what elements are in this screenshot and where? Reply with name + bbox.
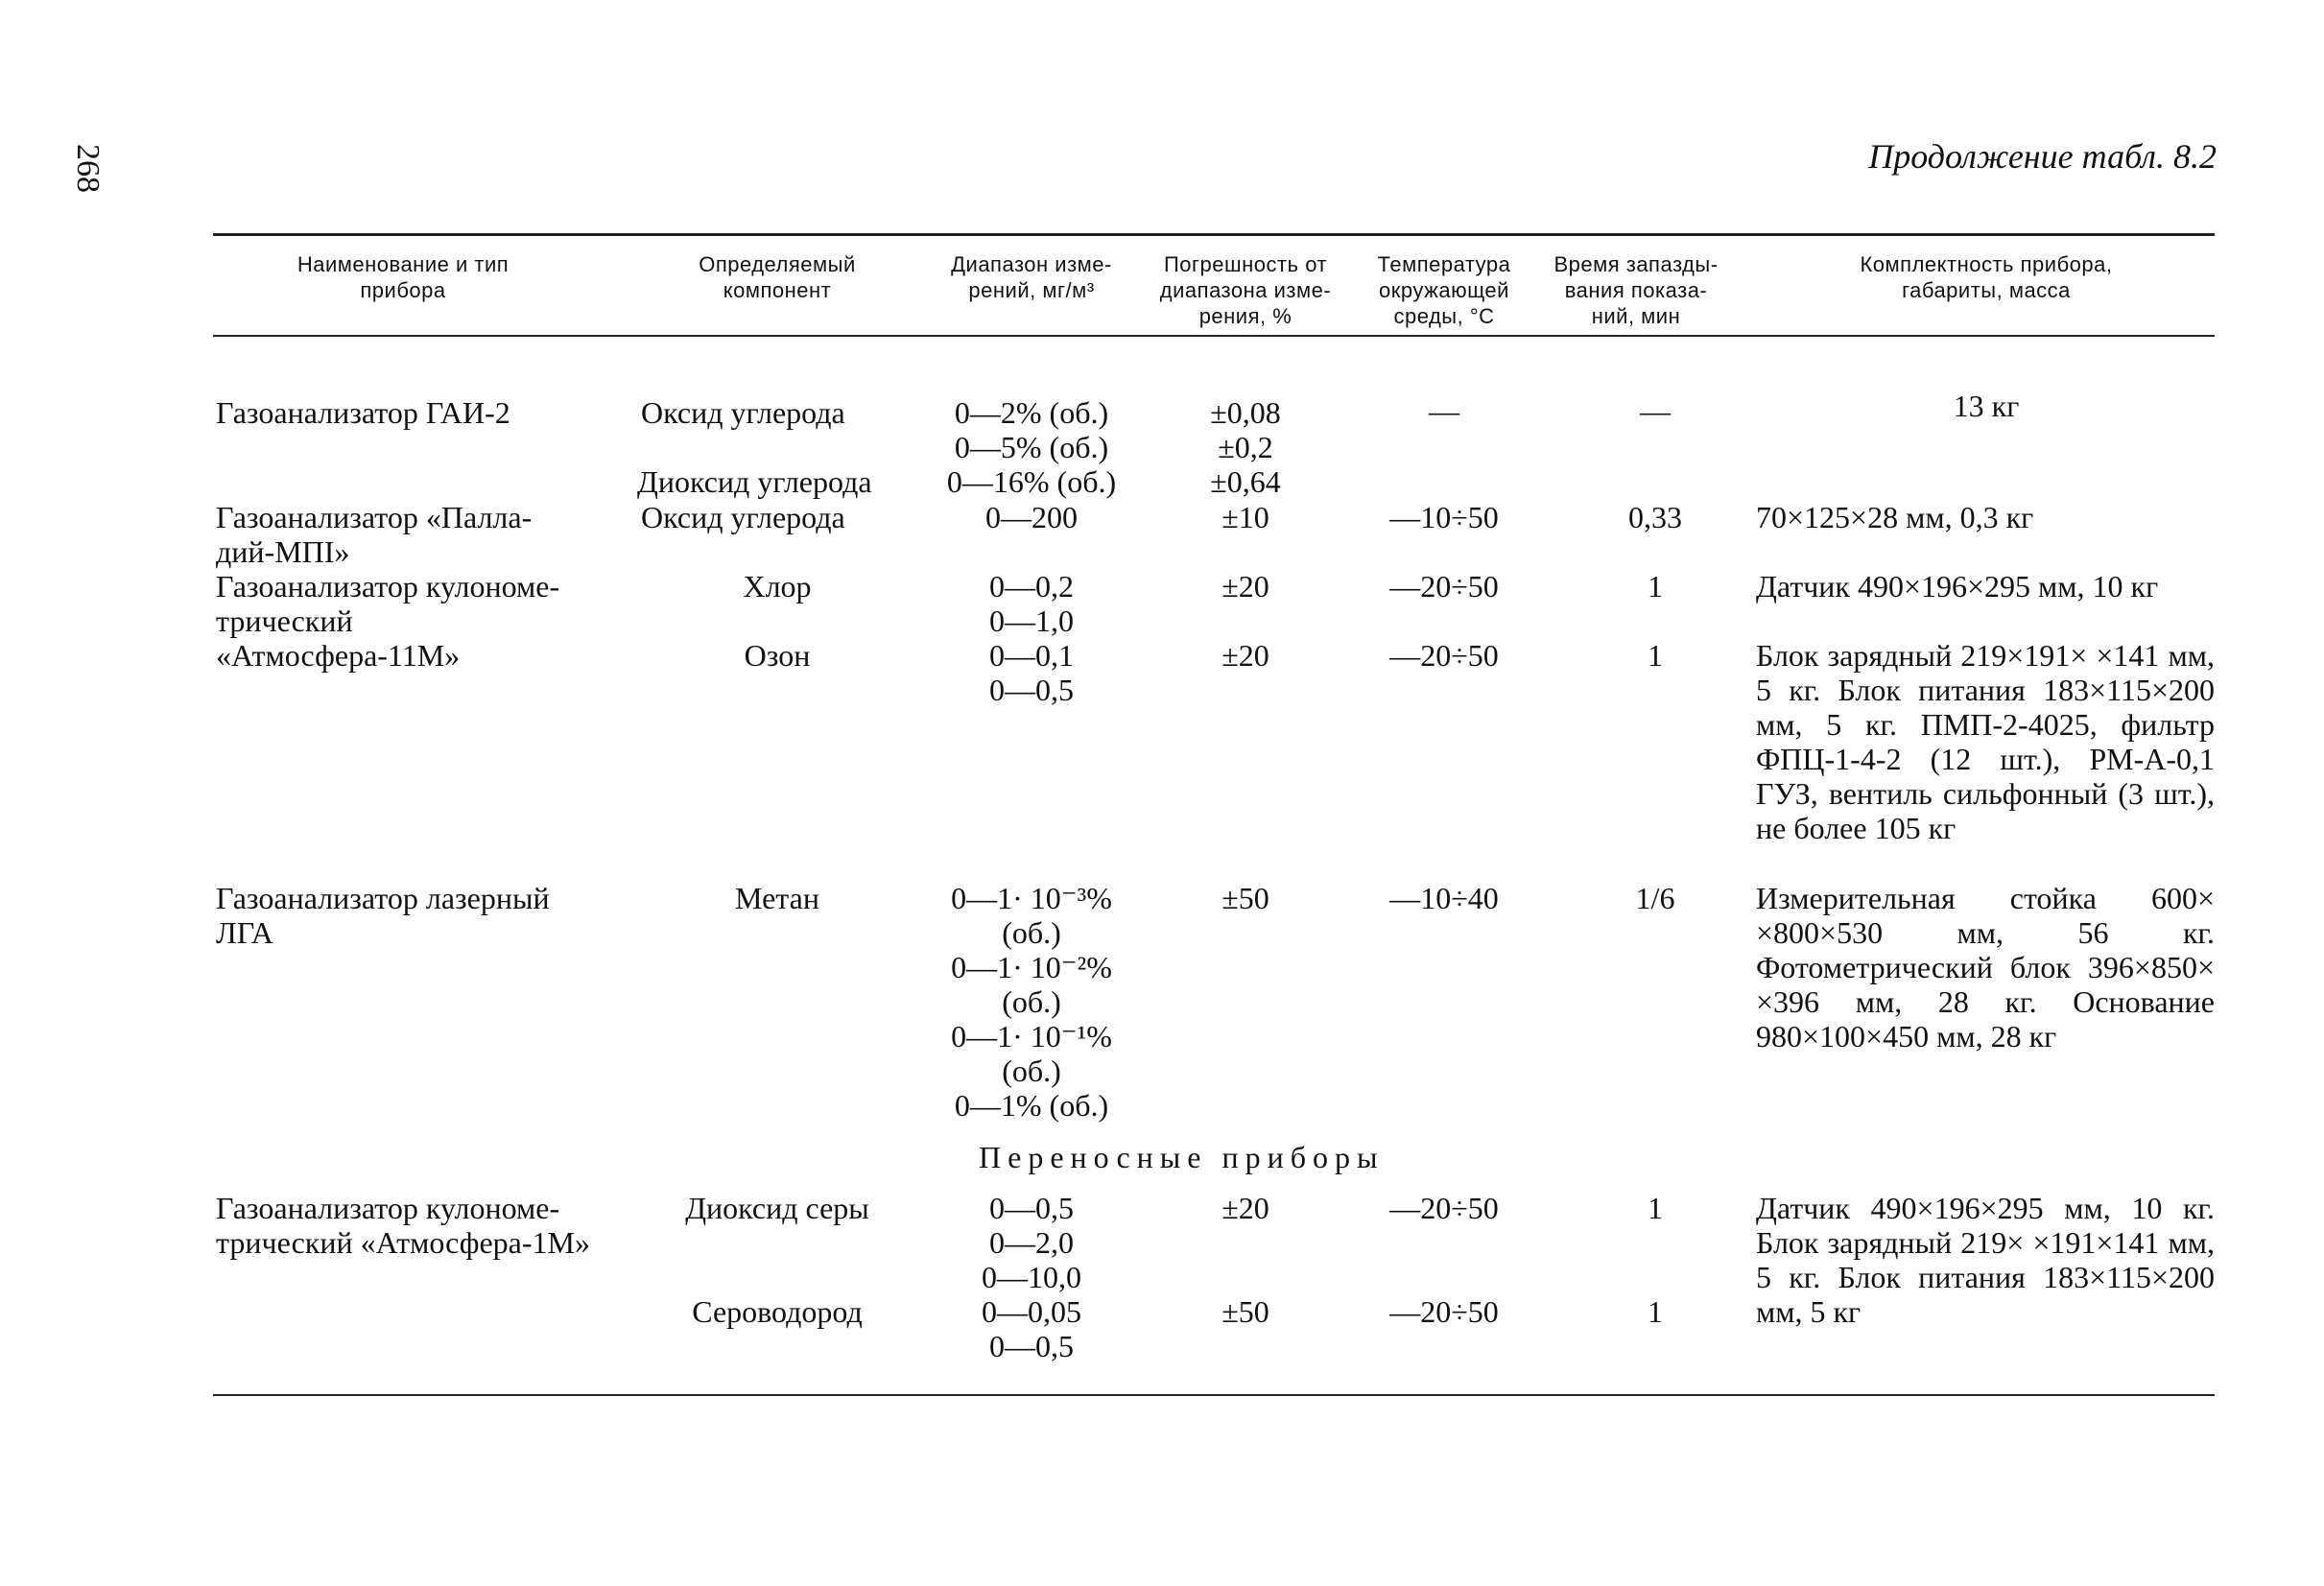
delay-value: 1 [1648, 569, 1663, 604]
section-title-portable: Переносные приборы [979, 1140, 1385, 1174]
error-value: ±50 [1221, 881, 1269, 915]
range-value: 0—1,0 [989, 604, 1074, 638]
kit-value: 70×125×28 мм, 0,3 кг [1756, 500, 2034, 534]
device-name: Газоанализатор ГАИ-2 [216, 395, 510, 430]
range-value: 0—0,5 [989, 1191, 1074, 1225]
component: Оксид углерода [641, 500, 845, 534]
error-value: ±0,08 [1210, 395, 1281, 430]
header-kit: Комплектность прибора, габариты, масса [1860, 252, 2113, 302]
device-name: дий-МПI» [216, 534, 350, 569]
device-name: ЛГА [216, 915, 273, 950]
range-value: 0—200 [985, 500, 1078, 534]
component: Диоксид углерода [637, 464, 872, 499]
component: Сероводород [692, 1294, 863, 1329]
component: Метан [735, 881, 819, 915]
kit-value: Блок зарядный 219×191× ×141 мм, 5 кг. Блок питания 183×115×200 мм, 5 кг. ПМП-2-4025, фильтр ФПЦ-1-4-2 (12 шт.), РМ-А-0,1 ГУЗ, вентиль сильфонный (3 шт.), не более 105 кг [1756, 638, 2215, 845]
device-name: трический «Атмосфера-1М» [216, 1225, 590, 1260]
range-value: 0—0,05 [982, 1294, 1081, 1329]
range-value: 0—0,2 [989, 569, 1074, 604]
header-range: Диапазон изме- рений, мг/м³ [951, 252, 1112, 302]
range-value: (об.) [1002, 984, 1061, 1019]
range-value: 0—0,1 [989, 638, 1074, 673]
device-name: Газоанализатор кулономе- [216, 569, 560, 604]
component: Хлор [743, 569, 812, 604]
error-value: ±50 [1221, 1294, 1269, 1329]
temperature-value: —10÷40 [1389, 881, 1499, 915]
range-value: 0—10,0 [982, 1260, 1081, 1294]
table-header-rule [213, 335, 2215, 337]
range-value: 0—5% (об.) [954, 430, 1109, 464]
header-name: Наименование и тип прибора [296, 252, 510, 302]
component: Диоксид серы [685, 1191, 869, 1225]
delay-value: — [1640, 393, 1671, 428]
device-name: Газоанализатор кулономе- [216, 1191, 560, 1225]
range-value: 0—2,0 [989, 1225, 1074, 1260]
table-continuation-caption: Продолжение табл. 8.2 [1868, 137, 2217, 176]
table-top-rule [213, 233, 2215, 236]
range-value: 0—0,5 [989, 673, 1074, 707]
range-value: 0—0,5 [989, 1329, 1074, 1363]
page-number: 268 [70, 144, 106, 193]
header-component: Определяемый компонент [699, 252, 856, 302]
kit-value: 13 кг [1953, 389, 2020, 423]
range-value: 0—1· 10⁻²% [951, 950, 1112, 984]
error-value: ±0,64 [1210, 464, 1281, 499]
temperature-value: —20÷50 [1389, 1294, 1499, 1329]
header-error: Погрешность от диапазона изме- рения, % [1159, 252, 1332, 328]
error-value: ±0,2 [1218, 430, 1273, 464]
device-name: трический [216, 604, 353, 638]
range-value: 0—1% (об.) [954, 1088, 1109, 1123]
error-value: ±10 [1221, 500, 1269, 534]
kit-value: Датчик 490×196×295 мм, 10 кг. Блок зарядный 219× ×191×141 мм, 5 кг. Блок питания 183×115×200 мм, 5 кг [1756, 1191, 2215, 1329]
component: Оксид углерода [641, 395, 845, 430]
device-name: Газоанализатор «Палла- [216, 500, 533, 534]
kit-value: Измерительная стойка 600× ×800×530 мм, 56 кг. Фотометрический блок 396×850× ×396 мм, 28 кг. Основание 980×100×450 мм, 28 кг [1756, 881, 2215, 1053]
temperature-value: —20÷50 [1389, 638, 1499, 673]
delay-value: 1 [1648, 1191, 1663, 1225]
temperature-value: —20÷50 [1389, 569, 1499, 604]
error-value: ±20 [1221, 638, 1269, 673]
temperature-value: —20÷50 [1389, 1191, 1499, 1225]
delay-value: 0,33 [1628, 500, 1682, 534]
delay-value: 1/6 [1635, 881, 1675, 915]
range-value: 0—16% (об.) [946, 464, 1117, 499]
error-value: ±20 [1221, 1191, 1269, 1225]
table-bottom-rule [213, 1394, 2215, 1396]
device-name: «Атмосфера-11М» [216, 638, 461, 673]
range-value: 0—1· 10⁻³% [951, 881, 1112, 915]
range-value: (об.) [1002, 1053, 1061, 1088]
range-value: (об.) [1002, 915, 1061, 950]
kit-value: Датчик 490×196×295 мм, 10 кг [1756, 569, 2159, 604]
range-value: 0—2% (об.) [954, 395, 1109, 430]
temperature-value: —10÷50 [1389, 500, 1499, 534]
temperature-value: — [1429, 393, 1459, 428]
component: Озон [744, 638, 811, 673]
delay-value: 1 [1648, 638, 1663, 673]
header-temperature: Температура окружающей среды, °С [1377, 252, 1511, 328]
delay-value: 1 [1648, 1294, 1663, 1329]
range-value: 0—1· 10⁻¹% [951, 1019, 1112, 1053]
error-value: ±20 [1221, 569, 1269, 604]
device-name: Газоанализатор лазерный [216, 881, 550, 915]
header-delay: Время запазды- вания показа- ний, мин [1553, 252, 1719, 328]
